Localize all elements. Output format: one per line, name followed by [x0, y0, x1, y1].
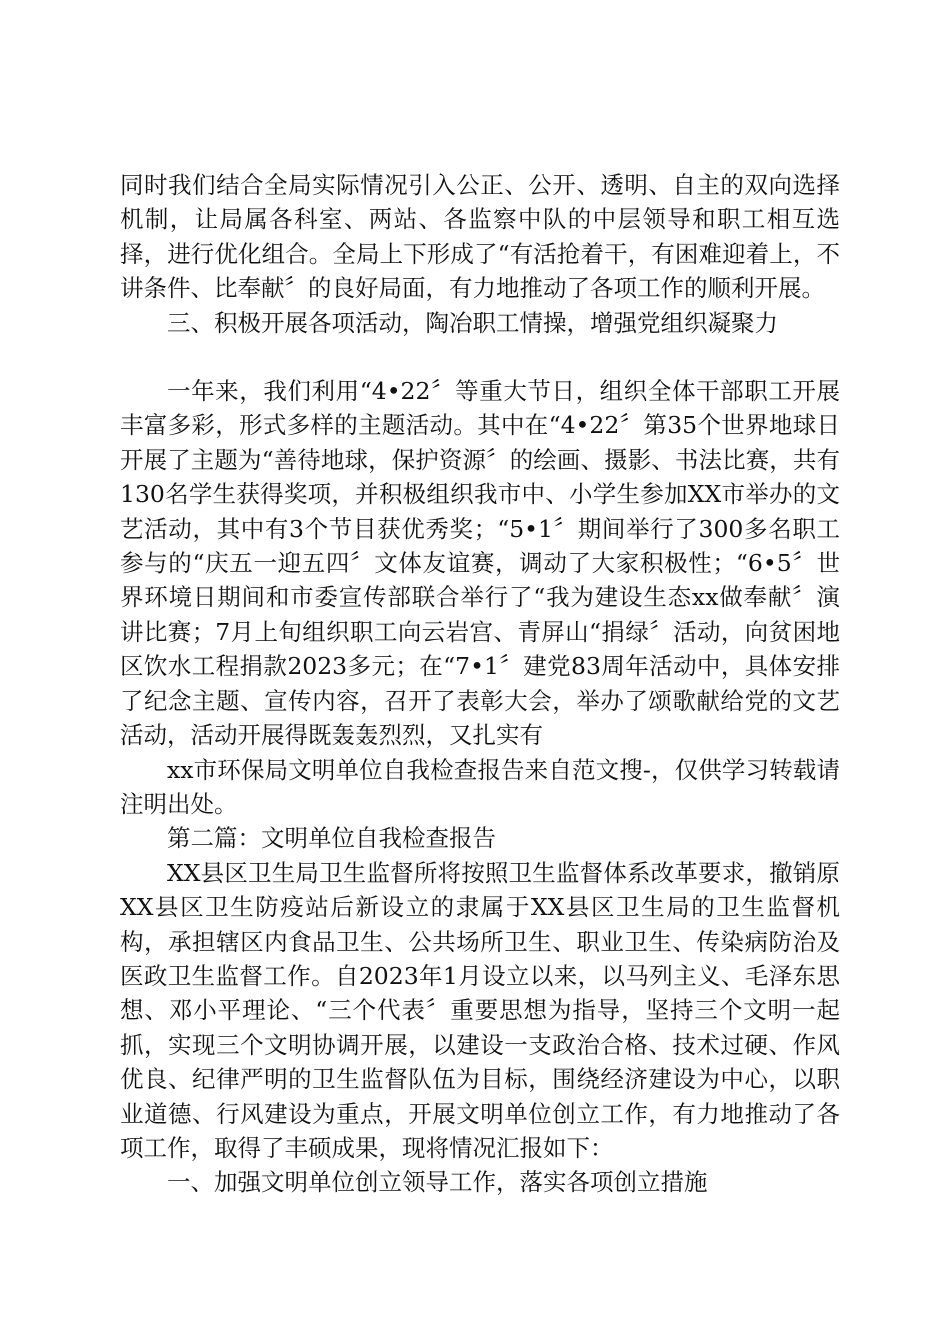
- section-heading-one: 一、加强文明单位创立领导工作，落实各项创立措施: [167, 1168, 708, 1197]
- paragraph-activities: 一年来，我们利用“4•22〞等重大节日，组织全体干部职工开展丰富多彩，形式多样的主题活动。其中在“4•22〞第35个世界地球日开展了主题为“善待地球，保护资源〞的绘画、摄影、书法比赛，共有130名学生获得奖项，并积极组织我市中、小学生参加XX市举办的文艺活动，其中有3个节目获优秀奖；“5•1〞期间举行了300多名职工参与的“庆五一迎五四〞文体友谊赛，调动了大家积极性；“6•5〞世界环境日期间和市委宣传部联合举行了“我为建设生态xx做奉献〞演讲比赛；7月上旬组织职工向云岩宫、青屏山“捐绿〞活动，向贫困地区饮水工程捐款2023多元；在“7•1〞建党83周年活动中，具体安排了纪念主题、宣传内容，召开了表彰大会，举办了颂歌献给党的文艺活动，活动开展得既轰轰烈烈，又扎实有: [120, 377, 840, 750]
- paragraph-selection-mechanism: 同时我们结合全局实际情况引入公正、公开、透明、自主的双向选择机制，让局属各科室、两站、各监察中队的中层领导和职工相互选择，进行优化组合。全局上下形成了“有活抢着干，有困难迎着上，不讲条件、比奉献〞的良好局面，有力地推动了各项工作的顺利开展。: [120, 171, 840, 303]
- section-heading-three: 三、积极开展各项活动，陶冶职工情操，增强党组织凝聚力: [167, 308, 778, 337]
- document-body: [120, 168, 840, 1200]
- source-note: xx市环保局文明单位自我检查报告来自范文搜-，仅供学习转载请注明出处。: [120, 755, 840, 818]
- chapter-two-title: 第二篇：文明单位自我检查报告: [167, 824, 496, 853]
- paragraph-health-supervision: XX县区卫生局卫生监督所将按照卫生监督体系改革要求，撤销原XX县区卫生防疫站后新设立的隶属于XX县区卫生局的卫生监督机构，承担辖区内食品卫生、公共场所卫生、职业卫生、传染病防治及医政卫生监督工作。自2023年1月设立以来，以马列主义、毛泽东思想、邓小平理论、“三个代表〞重要思想为指导，坚持三个文明一起抓，实现三个文明协调开展，以建设一支政治合格、技术过硬、作风优良、纪律严明的卫生监督队伍为目标，围绕经济建设为中心，以职业道德、行风建设为重点，开展文明单位创立工作，有力地推动了各项工作，取得了丰硕成果，现将情况汇报如下：: [120, 858, 840, 1162]
- paragraph-spacer: [120, 340, 840, 374]
